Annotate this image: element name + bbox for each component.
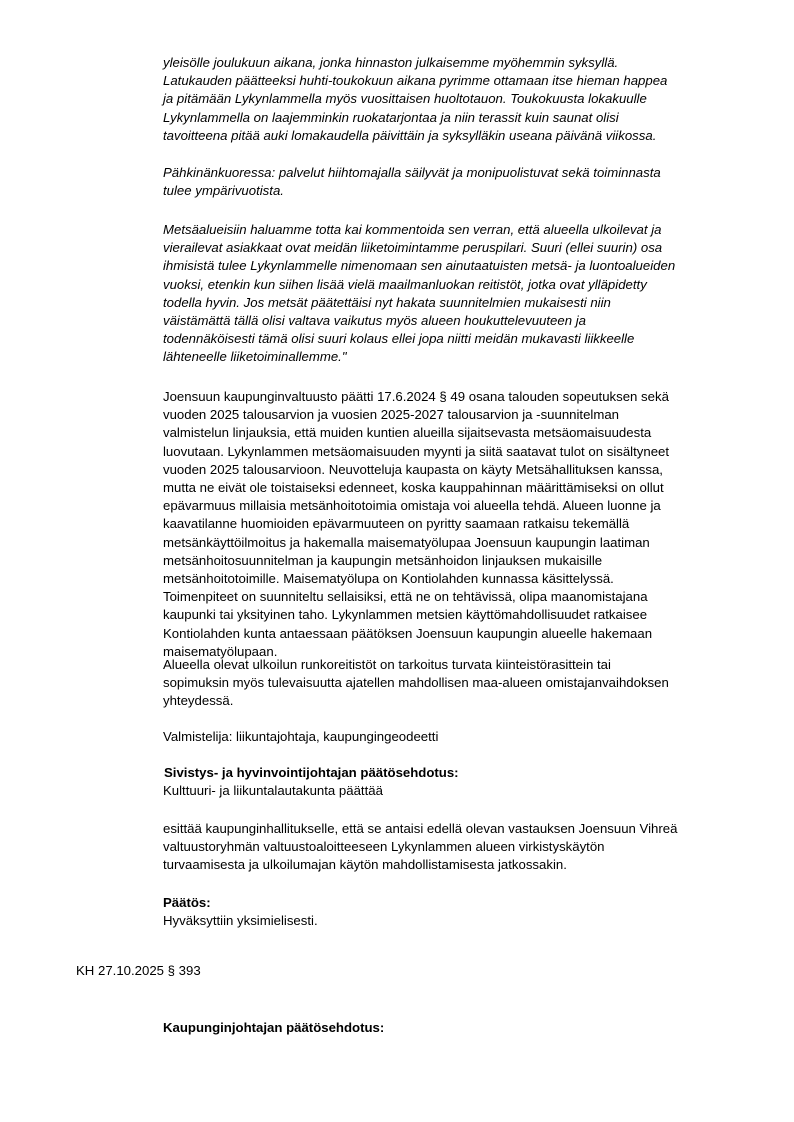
text-line: Latukauden päätteeksi huhti-toukokuun aikana pyrimme ottamaan itse hieman happea	[163, 73, 668, 89]
text-line: metsänhoitosuunnitelman ja kaupungin metsänhoidon linjauksen mukaisille	[163, 552, 603, 568]
text-line: maisematyölupaan.	[163, 643, 278, 659]
text-line: todennäköisesti tämä olisi suuri kolaus ellei jopa niitti meidän mukavasti liikkeelle	[163, 331, 635, 347]
text-line: turvaamisesta ja ulkoilumajan käytön mahdollistamisesta jatkossakin.	[163, 857, 567, 873]
text-line: Lykynlammella on laajemminkin ruokatarjontaa ja niin terassit kuin saunat olisi	[163, 109, 619, 125]
text-line: Metsäalueisiin haluamme totta kai kommentoida sen verran, että alueella ulkoilevat ja	[163, 222, 662, 237]
text-line: valmistelun linjauksia, että muiden kuntien alueilla sijaitsevasta metsäomaisuudesta	[163, 425, 652, 441]
body-paragraph-council-decision	[163, 388, 743, 661]
text-line: tulee ympärivuotista.	[163, 183, 284, 199]
decision-text	[163, 912, 743, 930]
quote-paragraph-summary	[163, 164, 743, 200]
body-paragraph-trails	[163, 656, 743, 711]
text-line: yhteydessä.	[163, 693, 234, 709]
decision-heading: Päätös:	[163, 895, 211, 910]
text-line: metsänkäyttöilmoitus ja hakemalla maisematyölupaa Joensuun kaupungin laatiman	[163, 534, 650, 550]
text-line: kaupunki tai yksityinen taho. Lykynlammen metsien käyttömahdollisuudet ratkaisee	[163, 607, 648, 623]
text-line: valtuustoryhmän valtuustoaloitteeseen Lykynlammen alueen virkistyskäytön	[163, 839, 605, 855]
proposal-heading: Sivistys- ja hyvinvointijohtajan päätösehdotus:	[164, 765, 459, 780]
text-line: esittää kaupunginhallitukselle, että se antaisi edellä olevan vastauksen Joensuun Vihreä	[163, 821, 678, 836]
mayor-proposal-heading: Kaupunginjohtajan päätösehdotus:	[163, 1020, 385, 1035]
text-line: Valmistelija: liikuntajohtaja, kaupungingeodeetti	[163, 729, 439, 744]
text-line: Kulttuuri- ja liikuntalautakunta päättää	[163, 783, 383, 798]
text-line: kaavatilanne huomioiden epävarmuuteen on pyritty saamaan ratkaisu tekemällä	[163, 516, 630, 532]
text-line: yleisölle joulukuun aikana, jonka hinnaston julkaisemme myöhemmin syksyllä.	[163, 55, 619, 70]
text-line: sopimuksin myös tulevaisuutta ajatellen mahdollisen maa-alueen omistajanvaihdoksen	[163, 675, 669, 691]
text-line: tavoitteena pitää auki lomakaudella päivittäin ja syksylläkin useana päivänä viikossa.	[163, 127, 657, 143]
text-line: ja pitämään Lykynlammella myös vuosittaisen huoltotauon. Toukokuusta lokakuulle	[163, 91, 647, 107]
kh-reference: KH 27.10.2025 § 393	[76, 963, 201, 978]
text-line: vuoden 2025 talousarvion ja vuosien 2025-2027 talousarvion ja -suunnitelman	[163, 407, 620, 423]
text-line: vierailevat asiakkaat ovat meidän liiketoimintamme peruspilari. Suuri (ellei suurin) osa	[163, 240, 663, 256]
text-line: todella hyvin. Jos metsät päätettäisi nyt hakata suunnitelmien mukaisesti niin	[163, 294, 611, 310]
text-line: väistämättä tällä olisi valtava vaikutus myös alueen houkuttelevuuteen ja	[163, 313, 586, 329]
text-line: Toimenpiteet on suunniteltu sellaisiksi, että ne on tehtävissä, olipa maanomistajana	[163, 589, 648, 605]
text-line: lähteneelle liiketoiminallemme."	[163, 349, 347, 365]
preparer-line	[163, 728, 743, 746]
text-line: Hyväksyttiin yksimielisesti.	[163, 913, 318, 928]
text-line: Alueella olevat ulkoilun runkoreitistöt on tarkoitus turvata kiinteistörasittein tai	[163, 657, 611, 672]
text-line: luovutaan. Lykynlammen metsäomaisuuden myynti ja siitä saatavat tulot on sisältyneet	[163, 443, 670, 459]
quote-paragraph-forests	[163, 221, 743, 367]
text-line: vuoden 2025 talousarvioon. Neuvotteluja kaupasta on käyty Metsähallituksen kanssa,	[163, 461, 663, 477]
proposal-intro	[163, 782, 743, 800]
quote-paragraph-services	[163, 54, 743, 145]
text-line: mutta ne eivät ole toistaiseksi edenneet, koska kauppahinnan määrittämiseksi on ollut	[163, 480, 664, 496]
proposal-text	[163, 820, 743, 875]
text-line: Pähkinänkuoressa: palvelut hiihtomajalla säilyvät ja monipuolistuvat sekä toiminnasta	[163, 165, 661, 180]
text-line: ihmisistä tulee Lykynlammelle nimenomaan sen ainutaatuisten metsä- ja luontoalueiden	[163, 258, 676, 274]
text-line: Joensuun kaupunginvaltuusto päätti 17.6.2024 § 49 osana talouden sopeutuksen sekä	[163, 389, 669, 404]
text-line: vuoksi, etenkin kun siihen lisää vielä maailmanluokan reitistöt, jotka ovat ylläpidetty	[163, 276, 647, 292]
text-line: metsänhoitotoimille. Maisematyölupa on Kontiolahden kunnassa käsittelyssä.	[163, 571, 614, 587]
text-line: epävarmuus millaisia metsänhoitotoimia omistaja voi alueella tehdä. Alueen luonne ja	[163, 498, 661, 514]
text-line: Kontiolahden kunta antaessaan päätöksen Joensuun kaupungin alueelle hakemaan	[163, 625, 653, 641]
